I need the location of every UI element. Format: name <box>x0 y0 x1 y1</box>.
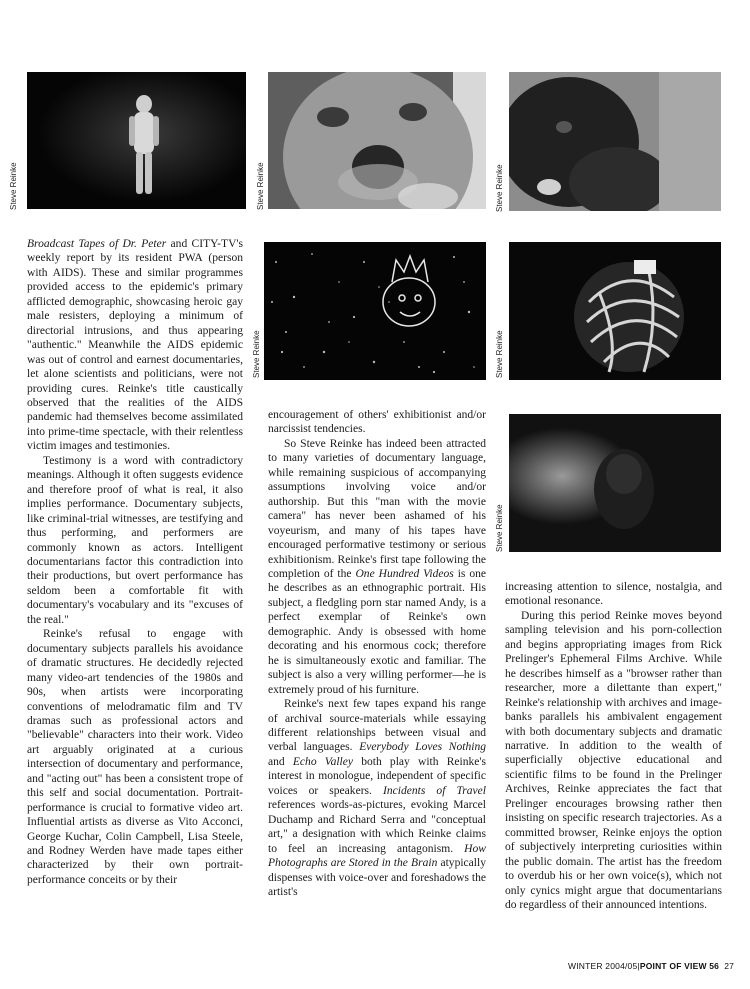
text-run: Reinke's refusal to engage with documentary subjects parallels his avoidance of dramatic structures. He decidedly rejected many video-art tendencies of the 1980s and 90s, when artists were incorporating conventions of melodramatic film and TV dramas such as professional actors and "believable" characters into their work. Video art arguably originated at a curious intersection of documentary and performance, and "acting out" has been a consistent trope of this self and social documentation. Portrait-performance is crucial to formative video art. Influential artists as diverse as Vito Acconci, George Kuchar, Colin Campbell, Lisa Steele, and Rodney Werden have made tapes either characterized by their own portrait-performance conceits or by their <box>27 628 243 886</box>
photo-tangled-tape <box>509 242 721 380</box>
text-run: atypically dispenses with voice-over and foreshadows the artist's <box>268 857 486 898</box>
italic-title: One Hundred Videos <box>355 567 454 580</box>
photo-credit: Steve Reinke <box>252 330 261 378</box>
paragraph <box>505 609 722 913</box>
photo-dark-silhouette <box>509 414 721 552</box>
text-run: encouragement of others' exhibitionist and/or narcissist tendencies. <box>268 409 486 436</box>
photo-crying-baby <box>268 72 486 209</box>
paragraph <box>505 580 722 609</box>
text-run: is one he describes as an ethnographic portrait. His subject, a fledgling porn star named Andy, is a perfect exemplar of Reinke's own demographic. Andy is obsessed with home decorating and his enormous cock; therefore he is simultaneously exotic and familiar. The subject is also a very willing performer—he is extremely proud of his furniture. <box>268 567 486 696</box>
photo-credit: Steve Reinke <box>495 504 504 552</box>
paragraph <box>268 408 486 437</box>
paragraph <box>27 627 243 887</box>
paragraph <box>268 697 486 899</box>
text-run: increasing attention to silence, nostalgia, and emotional resonance. <box>505 581 722 608</box>
photo-credit: Steve Reinke <box>256 162 265 210</box>
photo-blurry-animal <box>509 72 721 211</box>
text-run: During this period Reinke moves beyond sampling television and his porn-collection and begins appropriating images from Rick Prelinger's Ephemeral Films Archive. While he describes himself as a "browser rather than researcher, more a dilettante than expert," Reinke's relationship with archives and image-banks parallels his ambivalent engagement with both documentary subjects and dramatic narrative. In addition to the wealth of superficially objective educational and scientific films to be found in the Prelinger Archives, Reinke appreciates the fact that Prelinger encourages browsing rather then insisting on specific research trajectories. As a committed browser, Reinke enjoys the option of subjectively interpreting curiosities within the public domain. The artist has the freedom to overdub his or her own voice(s), which not only cynics might argue that documentarians do regardless of their announced intentions. <box>505 609 722 911</box>
text-run: So Steve Reinke has indeed been attracted to many varieties of documentary language, while remaining suspicious of accompanying assumptions involving voice and/or authorship. But this "man with the movie camera" has never been ashamed of his voyeurism, and many of his tapes have encouraged performative testimony or serious exhibitionism. Reinke's first tape following the completion of the <box>268 437 486 580</box>
photo-credit: Steve Reinke <box>495 330 504 378</box>
italic-title: How Photographs are Stored in the Brain <box>268 842 486 870</box>
footer-separator: | <box>637 961 640 971</box>
photo-credit: Steve Reinke <box>495 164 504 212</box>
italic-title: Echo Valley <box>292 755 354 768</box>
paragraph <box>27 237 243 454</box>
italic-title: Incidents of Travel <box>383 784 486 797</box>
photo-credit: Steve Reinke <box>9 162 18 210</box>
text-run: Testimony is a word with contradictory meanings. Although it often suggests evidence and therefore proof of what is real, it also implies performance. Documentary subjects, like criminal-trial witnesses, are testifying and thus performing, and performers are commonly known as actors. Intelligent documentarians factor this contradiction into their productions, but overt performance has seldom been a comfortable fit with documentary's vocabulary and its "excuses of the real." <box>27 454 243 626</box>
paragraph <box>27 454 243 627</box>
article-column-1 <box>27 237 243 887</box>
italic-title: Broadcast Tapes of Dr. Peter <box>27 238 167 250</box>
italic-title: Everybody Loves Nothing <box>359 741 487 754</box>
magazine-title: POINT OF VIEW 56 <box>639 961 720 971</box>
photo-cartoon-stars <box>264 242 486 380</box>
photo-standing-figure <box>27 72 246 209</box>
text-run: and <box>268 755 293 768</box>
paragraph <box>268 437 486 697</box>
text-run: both play with Reinke's interest in monologue, independent of specific voices or speakers. <box>268 755 487 797</box>
text-run: and CITY-TV's weekly report by its resident PWA (person with AIDS). These and similar programmes provided access to the epidemic's primary afflicted demographic, showcasing heroic gay male resisters, deploying a minimum of directorial intrusions, and thus appearing "authentic." Meanwhile the AIDS epidemic was out of control and earnest documentaries, let alone scientists and politicians, were not providing cures. Reinke's title caustically observed that the realities of the AIDS pandemic had themselves become assimilated into prime-time spectacle, with their relentless victim images and testimonies. <box>27 238 243 453</box>
article-column-2 <box>268 408 486 899</box>
issue-date: WINTER 2004/05 <box>568 961 638 971</box>
text-run: references words-as-pictures, evoking Marcel Duchamp and Richard Serra and "conceptual art," a designation with which Reinke claims to feel an increasing antagonism. <box>268 799 486 855</box>
text-run: Reinke's next few tapes expand his range of archival source-materials while essaying different relationships between visual and verbal languages. <box>268 698 486 754</box>
page-footer <box>568 961 734 971</box>
page-number: 27 <box>724 961 735 971</box>
article-column-3 <box>505 580 722 912</box>
